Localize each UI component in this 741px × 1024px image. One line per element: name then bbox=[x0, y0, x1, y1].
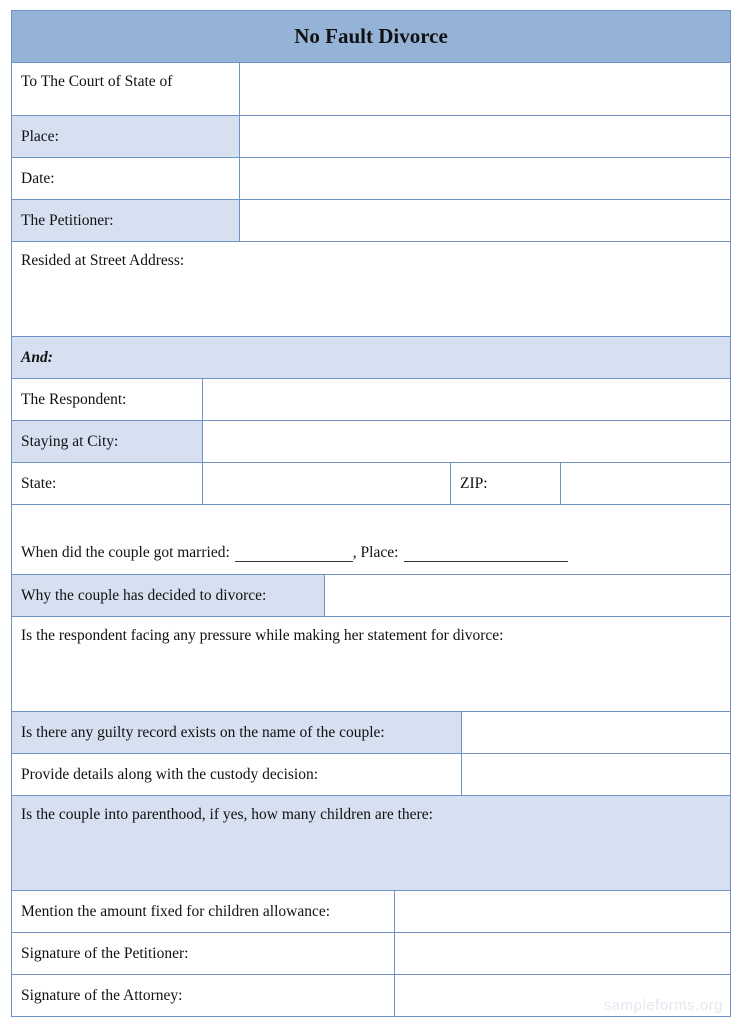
row-respondent bbox=[12, 379, 730, 421]
row-state-zip bbox=[12, 463, 730, 505]
custody-label: Provide details along with the custody decision: bbox=[12, 754, 462, 795]
pressure-label: Is the respondent facing any pressure while making her statement for divorce: bbox=[21, 627, 504, 644]
state-label: State: bbox=[12, 463, 203, 504]
why-field[interactable] bbox=[325, 575, 730, 616]
married-line bbox=[12, 505, 730, 574]
court-label: To The Court of State of bbox=[12, 63, 240, 115]
court-field[interactable] bbox=[240, 63, 730, 115]
guilty-field[interactable] bbox=[462, 712, 730, 753]
respondent-label: The Respondent: bbox=[12, 379, 203, 420]
married-date-blank[interactable] bbox=[235, 547, 353, 562]
custody-field[interactable] bbox=[462, 754, 730, 795]
respondent-field[interactable] bbox=[203, 379, 730, 420]
row-sig-petitioner bbox=[12, 933, 730, 975]
petitioner-label: The Petitioner: bbox=[12, 200, 240, 241]
zip-field[interactable] bbox=[561, 463, 730, 504]
city-field[interactable] bbox=[203, 421, 730, 462]
watermark: sampleforms.org bbox=[603, 997, 723, 1014]
row-allowance bbox=[12, 891, 730, 933]
allowance-label: Mention the amount fixed for children allowance: bbox=[12, 891, 395, 932]
children-label: Is the couple into parenthood, if yes, how many children are there: bbox=[21, 806, 433, 823]
row-address[interactable] bbox=[12, 242, 730, 337]
row-guilty bbox=[12, 712, 730, 754]
address-label: Resided at Street Address: bbox=[21, 252, 185, 269]
row-why bbox=[12, 575, 730, 617]
petitioner-field[interactable] bbox=[240, 200, 730, 241]
place-label: Place: bbox=[12, 116, 240, 157]
form-title-text: No Fault Divorce bbox=[294, 24, 448, 48]
state-field[interactable] bbox=[203, 463, 451, 504]
date-label: Date: bbox=[12, 158, 240, 199]
row-and bbox=[12, 337, 730, 379]
row-place bbox=[12, 116, 730, 158]
sig-petitioner-label: Signature of the Petitioner: bbox=[12, 933, 395, 974]
married-place-blank[interactable] bbox=[404, 547, 568, 562]
and-label: And: bbox=[21, 348, 53, 366]
city-label: Staying at City: bbox=[12, 421, 203, 462]
row-pressure[interactable] bbox=[12, 617, 730, 712]
row-children[interactable] bbox=[12, 796, 730, 891]
divorce-form bbox=[11, 10, 731, 1017]
row-married bbox=[12, 505, 730, 575]
form-title bbox=[12, 11, 730, 63]
row-city bbox=[12, 421, 730, 463]
row-court bbox=[12, 63, 730, 116]
why-label: Why the couple has decided to divorce: bbox=[12, 575, 325, 616]
allowance-field[interactable] bbox=[395, 891, 730, 932]
married-label: When did the couple got married: bbox=[21, 544, 230, 561]
guilty-label: Is there any guilty record exists on the name of the couple: bbox=[12, 712, 462, 753]
zip-label: ZIP: bbox=[451, 463, 561, 504]
row-petitioner bbox=[12, 200, 730, 242]
sig-attorney-label: Signature of the Attorney: bbox=[12, 975, 395, 1016]
row-custody bbox=[12, 754, 730, 796]
row-date bbox=[12, 158, 730, 200]
place-field[interactable] bbox=[240, 116, 730, 157]
sig-petitioner-field[interactable] bbox=[395, 933, 730, 974]
date-field[interactable] bbox=[240, 158, 730, 199]
married-place-label: , Place: bbox=[352, 544, 399, 561]
